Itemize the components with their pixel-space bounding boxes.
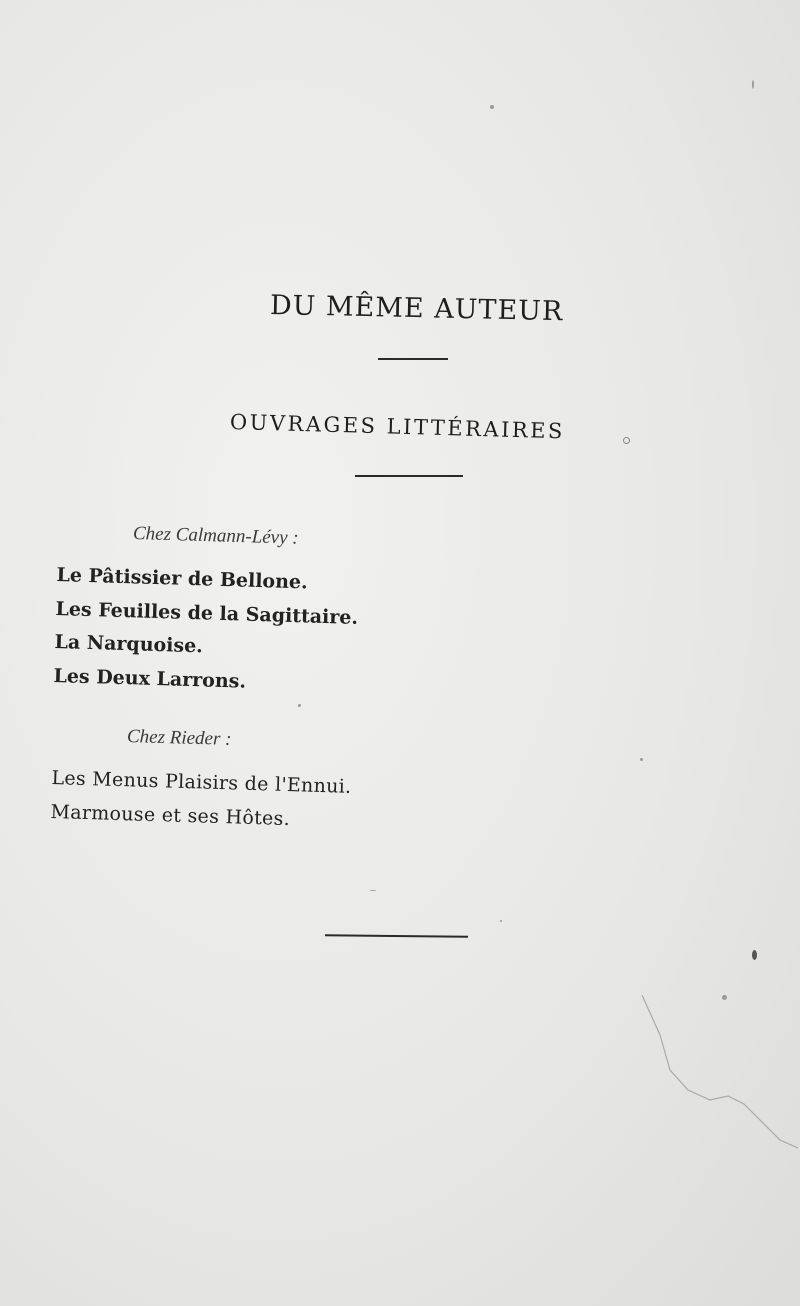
closing-rule xyxy=(325,934,468,937)
works-list xyxy=(53,559,359,702)
page-title: DU MÊME AUTEUR xyxy=(269,290,564,328)
paper-speck xyxy=(640,758,643,761)
paper-speck xyxy=(623,437,630,444)
work-title: Les Deux Larrons. xyxy=(53,664,247,693)
publisher-label: Chez Calmann-Lévy : xyxy=(132,523,299,549)
work-title: Les Menus Plaisirs de l'Ennui. xyxy=(51,766,352,798)
paper-crack xyxy=(640,990,800,1150)
page-subtitle: OUVRAGES LITTÉRAIRES xyxy=(229,410,566,444)
works-list xyxy=(50,762,352,838)
subtitle-rule xyxy=(355,475,463,477)
work-title: Marmouse et ses Hôtes. xyxy=(50,800,291,830)
paper-speck xyxy=(370,890,376,891)
work-title: La Narquoise. xyxy=(54,630,204,658)
publisher-label: Chez Rieder : xyxy=(126,726,232,750)
paper-speck xyxy=(752,80,754,89)
title-rule xyxy=(378,358,448,360)
paper-speck xyxy=(752,950,757,960)
paper-speck xyxy=(298,704,301,707)
work-title: Les Feuilles de la Sagittaire. xyxy=(55,597,359,629)
paper-speck xyxy=(490,105,494,109)
paper-speck xyxy=(500,920,502,922)
work-title: Le Pâtissier de Bellone. xyxy=(56,563,308,594)
